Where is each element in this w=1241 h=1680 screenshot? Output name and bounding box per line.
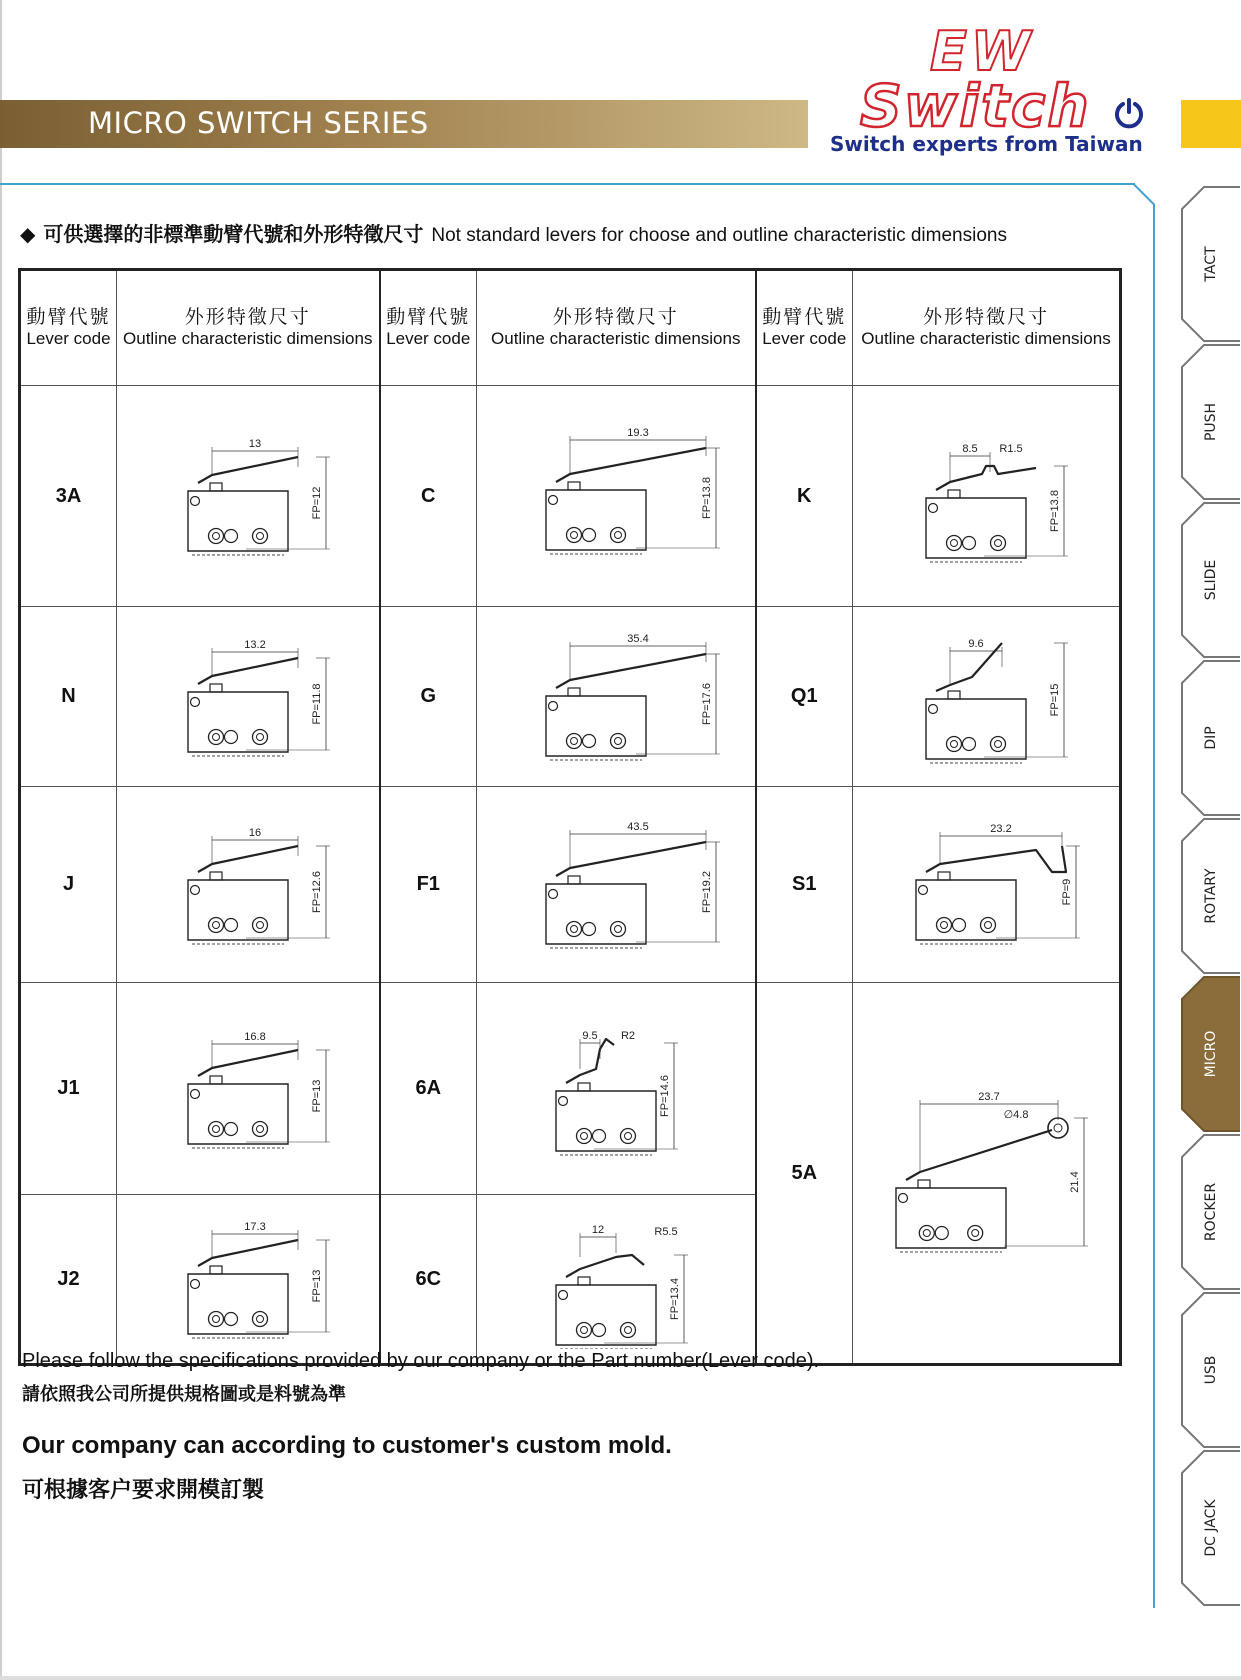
lever-drawing [117,983,380,1195]
table-row [20,983,1121,1195]
mount-hole [252,1121,267,1136]
lever-code-S1: S1 [756,787,853,983]
dimension-label: 9.6 [968,637,984,650]
lever-drawing [477,983,756,1195]
dimension-label: 13 [248,438,261,450]
mount-hole [937,917,952,932]
frame-line [0,183,1135,185]
switch-drawing [148,820,348,950]
mount-hole-inner [923,1230,930,1237]
heading-en: Not standard levers for choose and outline characteristic dimensions [431,225,1007,246]
lever-table [18,268,1122,1366]
fp-label: FP=9 [1061,878,1073,905]
pivot-hole [919,885,928,894]
switch-body [546,884,646,944]
tab-push[interactable]: PUSH [1180,343,1241,501]
header-dimensions: 外形特徵尺寸 Outline characteristic dimensions [477,270,756,386]
lever-drawing [477,787,756,983]
actuator-button [938,872,950,880]
lever-code-C: C [380,386,477,607]
pivot-hole [190,697,199,706]
lever-code-G: G [380,607,477,787]
lever-drawing [477,1195,756,1365]
mount-hole [610,921,625,936]
lever-drawing [117,787,380,983]
mount-hole-inner [614,737,621,744]
logo-ew-text: EW [930,20,1035,83]
fp-label: FP=12 [310,486,323,520]
actuator-button [578,1083,590,1091]
fp-label: 21.4 [1069,1171,1081,1193]
dimension-label: 8.5 [962,443,978,455]
page-border-bottom [0,1676,1241,1680]
lever-code-K: K [756,386,853,607]
tab-dc-jack[interactable]: DC JACK [1180,1449,1241,1607]
lever-drawing [117,607,380,787]
accent-block [1181,100,1241,148]
mount-hole [981,917,996,932]
mount-hole-inner [570,532,577,539]
mount-hole [208,1312,223,1327]
dimension-label: 17.3 [244,1221,266,1233]
lever-arm [926,846,1066,872]
pivot-hole [899,1194,908,1203]
pivot-hole [190,1089,199,1098]
tab-slide[interactable]: SLIDE [1180,501,1241,659]
lever-drawing [853,607,1121,787]
switch-drawing [148,1024,348,1154]
switch-drawing [516,1209,716,1349]
radius-label: R2 [620,1029,635,1042]
category-tabs [1180,185,1241,1610]
mount-hole [582,529,595,542]
actuator-button [210,1076,222,1084]
radius-label: R5.5 [654,1226,678,1238]
table-row [20,607,1121,787]
switch-body [188,1274,288,1334]
mount-hole [252,529,267,544]
table-header-row [20,270,1121,386]
pivot-hole [929,704,938,713]
mount-hole-inner [212,733,219,740]
mount-hole [963,737,976,750]
lever-code-5A: 5A [756,983,853,1365]
lever-arm [198,658,298,684]
tab-usb[interactable]: USB [1180,1291,1241,1449]
lever-drawing [477,607,756,787]
fp-label: FP=19.2 [700,870,713,913]
dimension-label: 35.4 [627,632,649,645]
mount-hole-inner [212,533,219,540]
mount-hole [610,733,625,748]
pivot-hole [548,889,557,898]
note-custom-zh: 可根據客户要求開模訂製 [22,1478,265,1503]
logo-tagline: Switch experts from Taiwan [830,132,1143,156]
mount-hole-inner [580,1327,587,1334]
tab-tact[interactable]: TACT [1180,185,1241,343]
mount-hole-inner [580,1132,587,1139]
lever-code-3A: 3A [20,386,117,607]
lever-code-6C: 6C [380,1195,477,1365]
lever-code-N: N [20,607,117,787]
tab-micro[interactable]: MICRO [1180,975,1241,1133]
mount-hole [252,917,267,932]
fp-label: FP=13 [310,1079,323,1112]
header-lever-code: 動臂代號 Lever code [380,270,477,386]
switch-body [188,880,288,940]
switch-drawing [506,426,726,566]
mount-hole-inner [256,1316,263,1323]
mount-hole [208,729,223,744]
mount-hole-inner [256,533,263,540]
lever-code-J2: J2 [20,1195,117,1365]
actuator-button [568,876,580,884]
mount-hole [582,734,595,747]
fp-label: FP=13.8 [1049,490,1061,532]
switch-drawing [506,820,726,950]
lever-code-J: J [20,787,117,983]
table-row [20,386,1121,607]
switch-body [556,1285,656,1345]
lever-code-Q1: Q1 [756,607,853,787]
mount-hole [208,529,223,544]
tab-dip[interactable]: DIP [1180,659,1241,817]
section-heading [20,218,1007,247]
lever-drawing [853,787,1121,983]
fp-label: FP=13 [310,1269,323,1303]
ew-switch-logo [830,20,1150,160]
mount-hole-inner [941,921,948,928]
power-icon [1112,96,1146,130]
mount-hole [947,536,962,551]
mount-hole [991,736,1006,751]
mount-hole-inner [212,1125,219,1132]
switch-body [916,880,1016,940]
mount-hole [935,1227,948,1240]
lever-arm [566,1255,644,1277]
header-dimensions: 外形特徵尺寸 Outline characteristic dimensions [117,270,380,386]
mount-hole [566,733,581,748]
lever-arm [936,466,1036,490]
mount-hole [592,1129,605,1142]
mount-hole [224,1122,237,1135]
lever-arm [556,448,706,482]
pivot-hole [190,885,199,894]
dimension-label: 16 [248,826,261,839]
lever-arm [906,1130,1052,1180]
actuator-button [918,1180,930,1188]
mount-hole [252,729,267,744]
mount-hole [224,530,237,543]
pivot-hole [929,504,938,513]
fp-label: FP=15 [1049,683,1061,716]
switch-body [926,498,1026,558]
dimension-label: 43.5 [627,820,649,833]
mount-hole-inner [256,733,263,740]
mount-hole [576,1128,591,1143]
lever-code-F1: F1 [380,787,477,983]
header-lever-code: 動臂代號 Lever code [756,270,853,386]
heading-zh: 可供選擇的非標準動臂代號和外形特徵尺寸 [43,222,424,246]
switch-drawing [876,1088,1096,1258]
dimension-label: 13.2 [244,638,266,651]
fp-label: FP=14.6 [658,1074,671,1117]
switch-drawing [506,632,726,762]
mount-hole [252,1312,267,1327]
mount-hole [592,1324,605,1337]
switch-drawing [148,632,348,762]
mount-hole [566,528,581,543]
mount-hole-inner [985,921,992,928]
tab-rocker[interactable]: ROCKER [1180,1133,1241,1291]
frame-line-corner [1133,183,1156,206]
switch-body [188,491,288,551]
mount-hole-inner [951,540,958,547]
switch-body [546,696,646,756]
note-custom-en: Our company can according to customer's custom mold. [22,1432,672,1459]
actuator-button [948,691,960,699]
mount-hole-inner [256,921,263,928]
switch-drawing [148,1214,348,1344]
mount-hole [991,536,1006,551]
pivot-hole [548,701,557,710]
header-lever-code: 動臂代號 Lever code [20,270,117,386]
switch-drawing [516,1019,716,1159]
lever-arm [198,1050,298,1076]
mount-hole [224,918,237,931]
switch-body [188,692,288,752]
lever-arm [566,1039,614,1083]
header-dimensions: 外形特徵尺寸 Outline characteristic dimensions [853,270,1121,386]
note-spec-en: Please follow the specifications provided by our company or the Part number(Lever code). [22,1350,820,1372]
mount-hole [224,1313,237,1326]
actuator-button [568,688,580,696]
mount-hole [224,730,237,743]
actuator-button [568,482,580,490]
actuator-button [210,1266,222,1274]
mount-hole-inner [972,1230,979,1237]
series-title: MICRO SWITCH SERIES [88,106,429,140]
note-spec-zh: 請依照我公司所提供規格圖或是料號為準 [22,1384,346,1405]
dimension-label: 9.5 [582,1029,598,1042]
mount-hole [620,1128,635,1143]
switch-body [556,1091,656,1151]
pivot-hole [190,1280,199,1289]
radius-label: R1.5 [999,443,1023,455]
lever-arm [198,846,298,872]
mount-hole-inner [212,921,219,928]
switch-drawing [886,820,1086,950]
mount-hole-inner [624,1327,631,1334]
mount-hole-inner [995,540,1002,547]
lever-code-6A: 6A [380,983,477,1195]
switch-drawing [148,431,348,561]
mount-hole [968,1226,983,1241]
frame-line-right [1153,204,1155,1608]
mount-hole-inner [212,1316,219,1323]
actuator-button [948,490,960,498]
fp-label: FP=17.6 [700,682,713,725]
mount-hole-inner [624,1132,631,1139]
diameter-label: ∅4.8 [1003,1109,1029,1121]
actuator-button [578,1277,590,1285]
lever-code-J1: J1 [20,983,117,1195]
dimension-label: 23.2 [990,822,1012,835]
pivot-hole [558,1291,567,1300]
pivot-hole [190,497,199,506]
mount-hole-inner [256,1125,263,1132]
switch-body [546,490,646,550]
roller-axle [1054,1124,1062,1132]
logo-switch-text: Switch [860,72,1091,140]
mount-hole-inner [614,532,621,539]
switch-body [926,699,1026,759]
roller [1048,1118,1068,1138]
lever-arm [556,842,706,876]
dimension-label: 12 [591,1224,604,1236]
mount-hole-inner [995,740,1002,747]
mount-hole [208,1121,223,1136]
table-row [20,787,1121,983]
mount-hole [566,921,581,936]
pivot-hole [558,1096,567,1105]
mount-hole [610,528,625,543]
lever-drawing [117,1195,380,1365]
mount-hole [208,917,223,932]
mount-hole [963,537,976,550]
mount-hole-inner [951,740,958,747]
actuator-button [210,684,222,692]
lever-arm [936,643,1002,691]
mount-hole [576,1323,591,1338]
dimension-label: 23.7 [978,1091,1000,1103]
switch-body [188,1084,288,1144]
fp-label: FP=11.8 [310,682,323,725]
lever-arm [556,654,706,688]
actuator-button [210,483,222,491]
mount-hole [620,1323,635,1338]
lever-drawing [477,386,756,607]
dimension-label: 16.8 [244,1030,266,1043]
dimension-label: 19.3 [627,427,649,439]
switch-drawing [886,426,1086,566]
mount-hole [947,736,962,751]
lever-drawing [853,983,1121,1365]
tab-rotary[interactable]: ROTARY [1180,817,1241,975]
bullet-icon: ◆ [20,222,36,246]
page-border [0,0,2,1680]
mount-hole-inner [570,737,577,744]
lever-drawing [853,386,1121,607]
lever-arm [198,457,298,483]
fp-label: FP=12.6 [310,870,323,913]
mount-hole [919,1226,934,1241]
lever-drawing [117,386,380,607]
fp-label: FP=13.4 [668,1278,681,1320]
mount-hole [582,922,595,935]
mount-hole [953,918,966,931]
mount-hole-inner [614,925,621,932]
fp-label: FP=13.8 [700,477,713,519]
mount-hole-inner [570,925,577,932]
switch-body [896,1188,1006,1248]
pivot-hole [548,496,557,505]
actuator-button [210,872,222,880]
lever-arm [198,1240,298,1266]
switch-drawing [886,627,1086,767]
